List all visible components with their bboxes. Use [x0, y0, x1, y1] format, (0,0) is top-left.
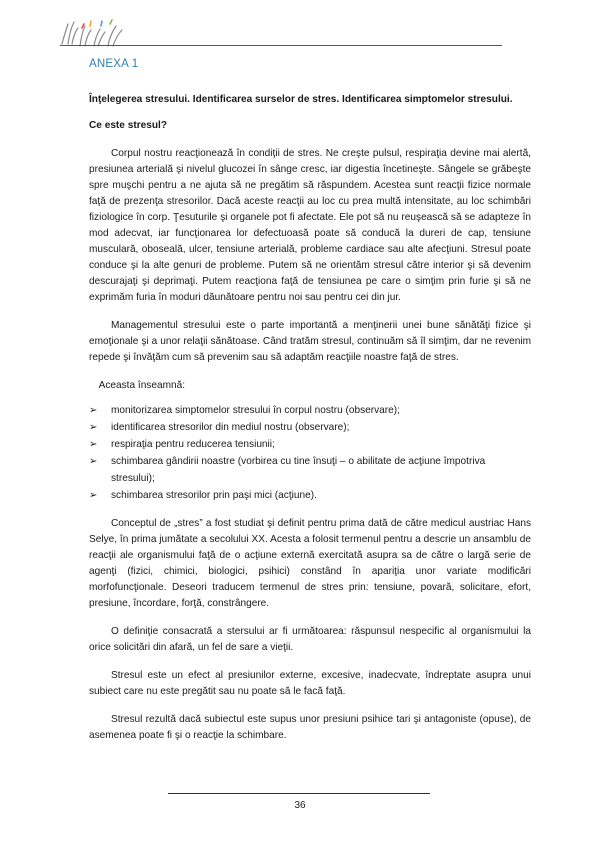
question-heading: Ce este stresul? [89, 120, 167, 131]
list-item: ➢ respiraţia pentru reducerea tensiunii; [89, 436, 531, 453]
header-divider [60, 45, 502, 46]
arrow-bullet-icon: ➢ [89, 422, 98, 433]
page-number: 36 [294, 800, 306, 811]
paragraph-2: Managementul stresului este o parte importantă a menţinerii unei bune sănătăţi fizice şi emoţionale şi a unor relaţii sănătoase. Când tratăm stresul, continuăm să îl simţim, dar ne revenim repede şi învăţăm cum să prevenim sau să adaptăm reacţiile noastre faţă de stres. [89, 320, 531, 363]
arrow-bullet-icon: ➢ [89, 490, 98, 501]
paragraph-5: Stresul este un efect al presiunilor externe, excesive, inadecvate, îndreptate asupra unui subiect care nu este pregătit sau nu poate să le facă faţă. [89, 670, 531, 697]
paragraph-1: Corpul nostru reacţionează în condiţii de stres. Ne creşte pulsul, respiraţia devine mai alertă, presiunea arterială şi nivelul glucozei în sânge cresc, iar digestia încetineşte. Sângele se grăbeşte spre muşchi pentru a ne ajuta să ne pregătim să răspundem. Acestea sunt reacţii fizice normale faţă de prezenţa stresorilor. Dacă aceste reacţii au loc cu prea multă intensitate, au loc schimbări fiziologice în corp. Ţesuturile şi organele pot fi afectate. Ele pot să nu reuşească să se adapteze în mod adecvat, iar funcţionarea lor defectuoasă poate să conducă la dureri de cap, tensiune musculară, oboseală, ulcer, tensiune arterială, probleme cardiace sau alte afecţiuni. Stresul poate conduce şi la alte genuri de probleme. Putem să ne orientăm stresul către interior şi să devenim descurajaţi şi deprimaţi. Putem reacţiona faţă de tensiunea pe care o simţim prin furie şi să ne exprimăm furia în moduri dăunătoare pentru noi sau pentru cei din jur. [89, 148, 531, 303]
arrow-bullet-icon: ➢ [89, 405, 98, 416]
list-item: ➢ identificarea stresorilor din mediul nostru (observare); [89, 419, 531, 436]
paragraph-4: O definiţie consacrată a stersului ar fi următoarea: răspunsul nespecific al organismului la orice solicitări din afară, un fel de sare a vieţii. [89, 626, 531, 653]
list-item: ➢ schimbarea stresorilor prin paşi mici (acţiune). [89, 487, 531, 504]
document-body [89, 92, 531, 744]
section-heading: Înţelegerea stresului. Identificarea surselor de stres. Identificarea simptomelor stresului. [89, 94, 513, 105]
arrow-bullet-icon: ➢ [89, 439, 98, 450]
annex-title: ANEXA 1 [89, 58, 139, 70]
list-item: ➢ schimbarea gândirii noastre (vorbirea cu tine însuţi – o abilitate de acţiune împotriva stresului); [89, 453, 531, 487]
list-item: ➢ monitorizarea simptomelor stresului în corpul nostru (observare); [89, 402, 531, 419]
bullet-list [89, 402, 531, 504]
hands-icon [58, 14, 128, 48]
paragraph-6: Stresul rezultă dacă subiectul este supus unor presiuni psihice tari şi antagoniste (opuse), de asemenea poate fi şi o reacţie la schimbare. [89, 714, 531, 741]
list-intro: Aceasta înseamnă: [98, 380, 186, 391]
arrow-bullet-icon: ➢ [89, 456, 98, 467]
footer-divider [168, 793, 430, 794]
paragraph-3: Conceptul de „stres” a fost studiat şi definit pentru prima dată de către medicul austriac Hans Selye, în prima jumătate a secolului XX. Acesta a folosit termenul pentru a descrie un ansamblu de reacţii ale organismului faţă de o acţiune externă exercitată asupra sa de către o largă serie de agenţi (fizici, chimici, biologici, psihici) constând în apariţia unor variate modificări morfofuncţionale. Deseori traducem termenul de stres prin: tensiune, povară, solicitare, efort, presiune, încordare, forţă, constrângere. [89, 518, 531, 609]
